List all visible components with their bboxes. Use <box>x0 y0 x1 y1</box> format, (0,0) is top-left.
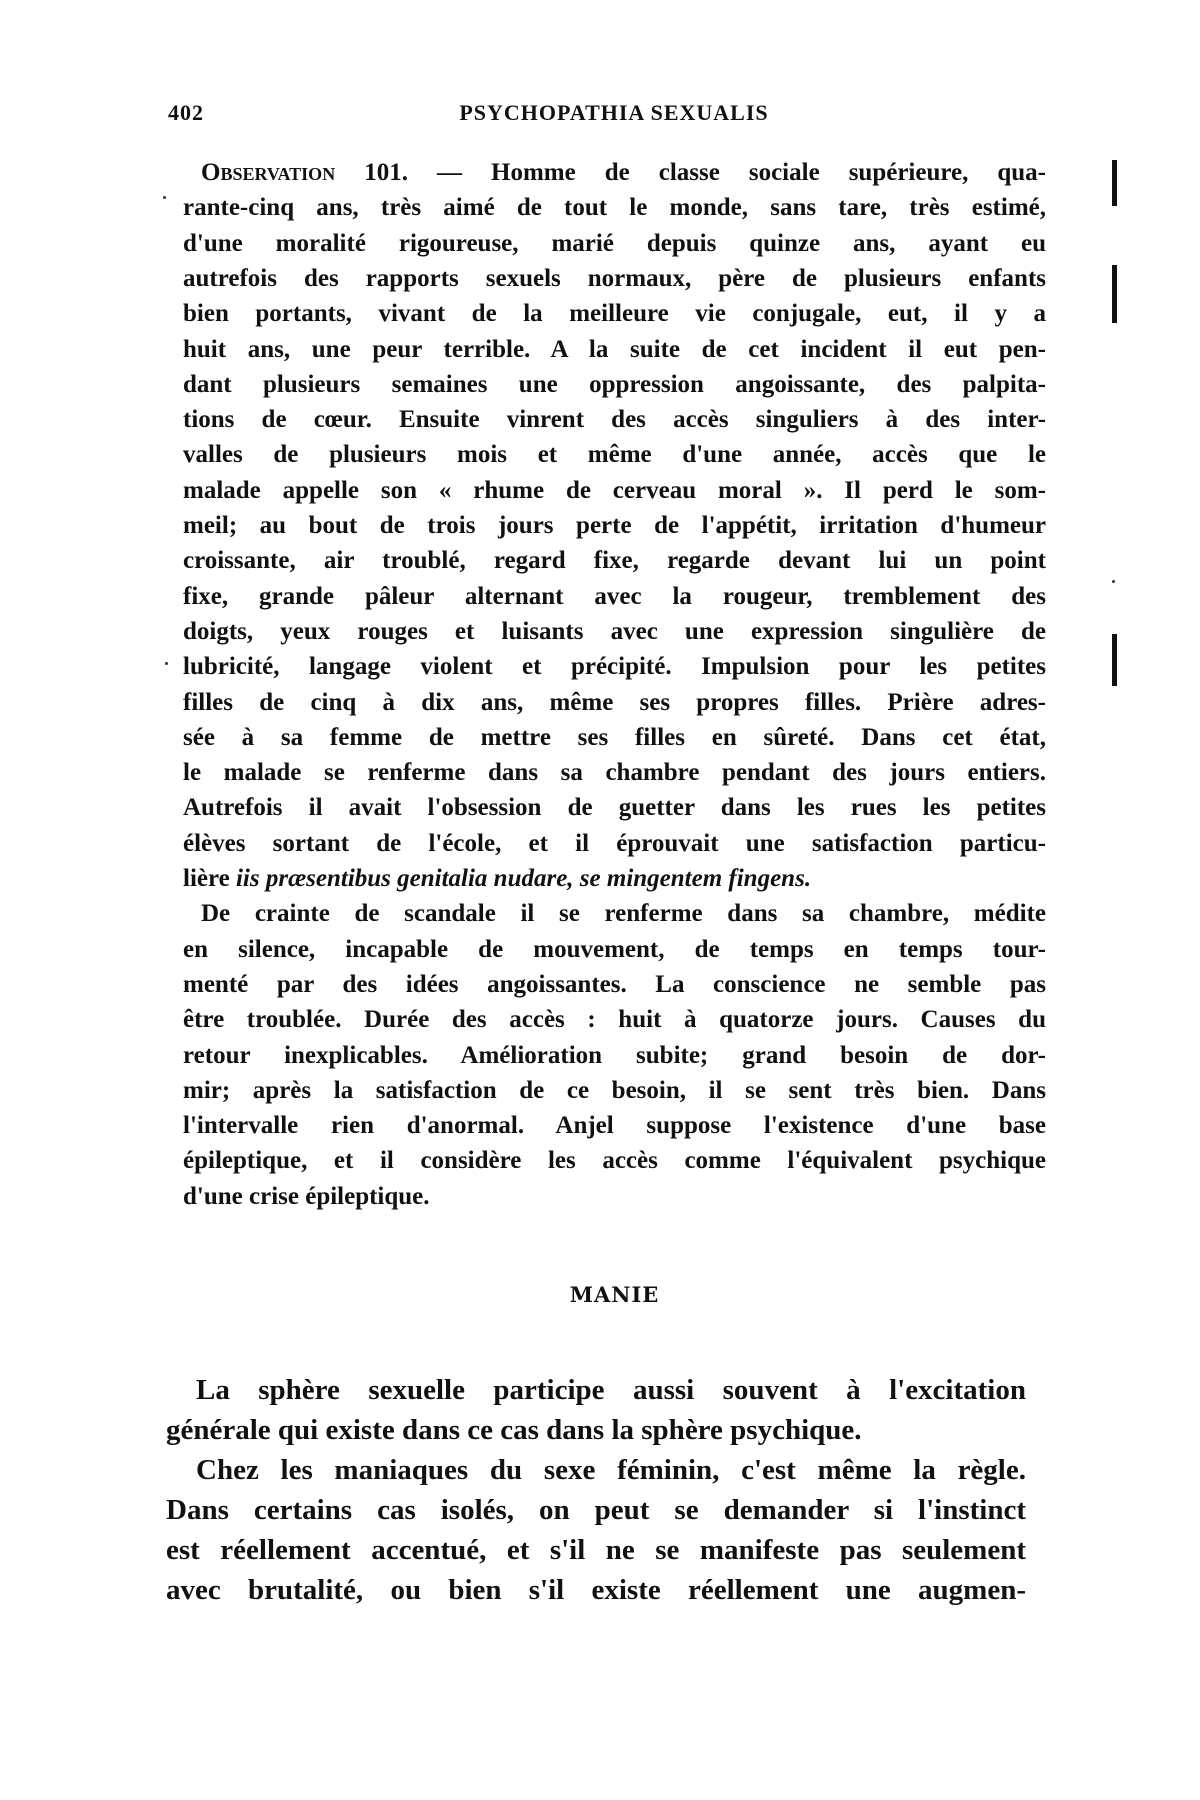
section-heading: MANIE <box>569 1282 660 1307</box>
text-line: Chez les maniaques du sexe féminin, c'est même la règle. <box>196 1454 1026 1486</box>
line-text: meil; au bout de trois jours perte de l'appétit, irritation d'humeur <box>183 512 1046 539</box>
scan-speck <box>163 196 166 199</box>
text-line <box>183 476 1046 506</box>
text-line: d'une crise épileptique. <box>183 1182 430 1210</box>
line-text: le malade se renferme dans sa chambre pendant des jours entiers. <box>183 759 1046 787</box>
line-text: élèves sortant de l'école, et il éprouvait une satisfaction particu- <box>183 829 1046 857</box>
line-text: filles de cinq à dix ans, même ses propres filles. Prière adres- <box>183 688 1046 716</box>
observation-label: Observation 101. <box>201 159 408 186</box>
text-line <box>183 335 1046 365</box>
scan-speck <box>165 662 168 665</box>
line-text: dant plusieurs semaines une oppression angoissante, des palpita- <box>183 370 1046 398</box>
text-line <box>183 688 1046 718</box>
line-text: autrefois des rapports sexuels normaux, père de plusieurs enfants <box>183 264 1046 292</box>
line-text: rante-cinq ans, très aimé de tout le monde, sans tare, très estimé, <box>183 194 1046 222</box>
text-line <box>183 546 1046 576</box>
text-line <box>183 229 1046 259</box>
text-line <box>183 864 1046 894</box>
text-line: retour inexplicables. Amélioration subite; grand besoin de dor- <box>183 1041 1046 1069</box>
text-line <box>183 758 1046 788</box>
scan-speck <box>1112 580 1115 583</box>
line-text: huit ans, une peur terrible. A la suite de cet incident il eut pen- <box>183 335 1046 363</box>
text-line <box>183 829 1046 859</box>
line-text: d'une moralité rigoureuse, marié depuis quinze ans, ayant eu <box>183 229 1046 257</box>
text-line: est réellement accentué, et s'il ne se manifeste pas seulement <box>166 1534 1026 1566</box>
line-text: lubricité, langage violent et précipité. Impulsion pour les petites <box>183 653 1046 681</box>
text-line: Dans certains cas isolés, on peut se demander si l'instinct <box>166 1494 1026 1526</box>
text-line <box>183 582 1046 612</box>
line-text: Autrefois il avait l'obsession de guetter dans les rues les petites <box>183 794 1046 822</box>
line-text: malade appelle son « rhume de cerveau moral ». Il perd le som- <box>183 476 1046 504</box>
text-line: être troublée. Durée des accès : huit à quatorze jours. Causes du <box>183 1006 1046 1034</box>
text-line <box>183 299 1046 329</box>
text-line: De crainte de scandale il se renferme dans sa chambre, médite <box>201 900 1046 928</box>
page-number: 402 <box>168 100 204 125</box>
line-text: doigts, yeux rouges et luisants avec une expression singulière de <box>183 617 1046 645</box>
text-line <box>183 193 1046 223</box>
margin-mark <box>1112 265 1117 323</box>
line-text: fixe, grande pâleur alternant avec la rougeur, tremblement des <box>183 582 1046 610</box>
running-title: PSYCHOPATHIA SEXUALIS <box>459 100 769 125</box>
line-text: tions de cœur. Ensuite vinrent des accès singuliers à des inter- <box>183 406 1046 434</box>
text-line <box>183 793 1046 823</box>
text-line <box>183 617 1046 647</box>
latin-phrase: iis præsentibus genitalia nudare, se mingentem fingens. <box>235 865 812 892</box>
line-text: — Homme de classe sociale supérieure, qua- <box>407 159 1047 186</box>
text-line <box>183 405 1046 435</box>
text-line: avec brutalité, ou bien s'il existe réellement une augmen- <box>166 1574 1026 1606</box>
line-text: valles de plusieurs mois et même d'une année, accès que le <box>183 441 1046 469</box>
line-text: lière <box>183 865 236 892</box>
text-line: menté par des idées angoissantes. La conscience ne semble pas <box>183 970 1046 998</box>
text-line: mir; après la satisfaction de ce besoin, il se sent très bien. Dans <box>183 1076 1046 1104</box>
text-line <box>183 723 1046 753</box>
text-line: La sphère sexuelle participe aussi souvent à l'excitation <box>196 1374 1026 1406</box>
margin-mark <box>1112 160 1117 206</box>
text-line: épileptique, et il considère les accès comme l'équivalent psychique <box>183 1147 1046 1175</box>
text-line <box>183 370 1046 400</box>
margin-mark <box>1112 634 1117 686</box>
line-text: bien portants, vivant de la meilleure vie conjugale, eut, il y a <box>183 300 1046 328</box>
text-line <box>183 440 1046 470</box>
line-text: croissante, air troublé, regard fixe, regarde devant lui un point <box>183 547 1046 575</box>
text-line: l'intervalle rien d'anormal. Anjel suppose l'existence d'une base <box>183 1112 1046 1140</box>
text-line <box>183 511 1046 541</box>
text-line: générale qui existe dans ce cas dans la sphère psychique. <box>166 1414 862 1446</box>
text-line <box>183 264 1046 294</box>
text-line <box>201 158 1046 188</box>
line-text: sée à sa femme de mettre ses filles en sûreté. Dans cet état, <box>183 723 1046 751</box>
text-line <box>183 652 1046 682</box>
text-line: en silence, incapable de mouvement, de temps en temps tour- <box>183 935 1046 963</box>
